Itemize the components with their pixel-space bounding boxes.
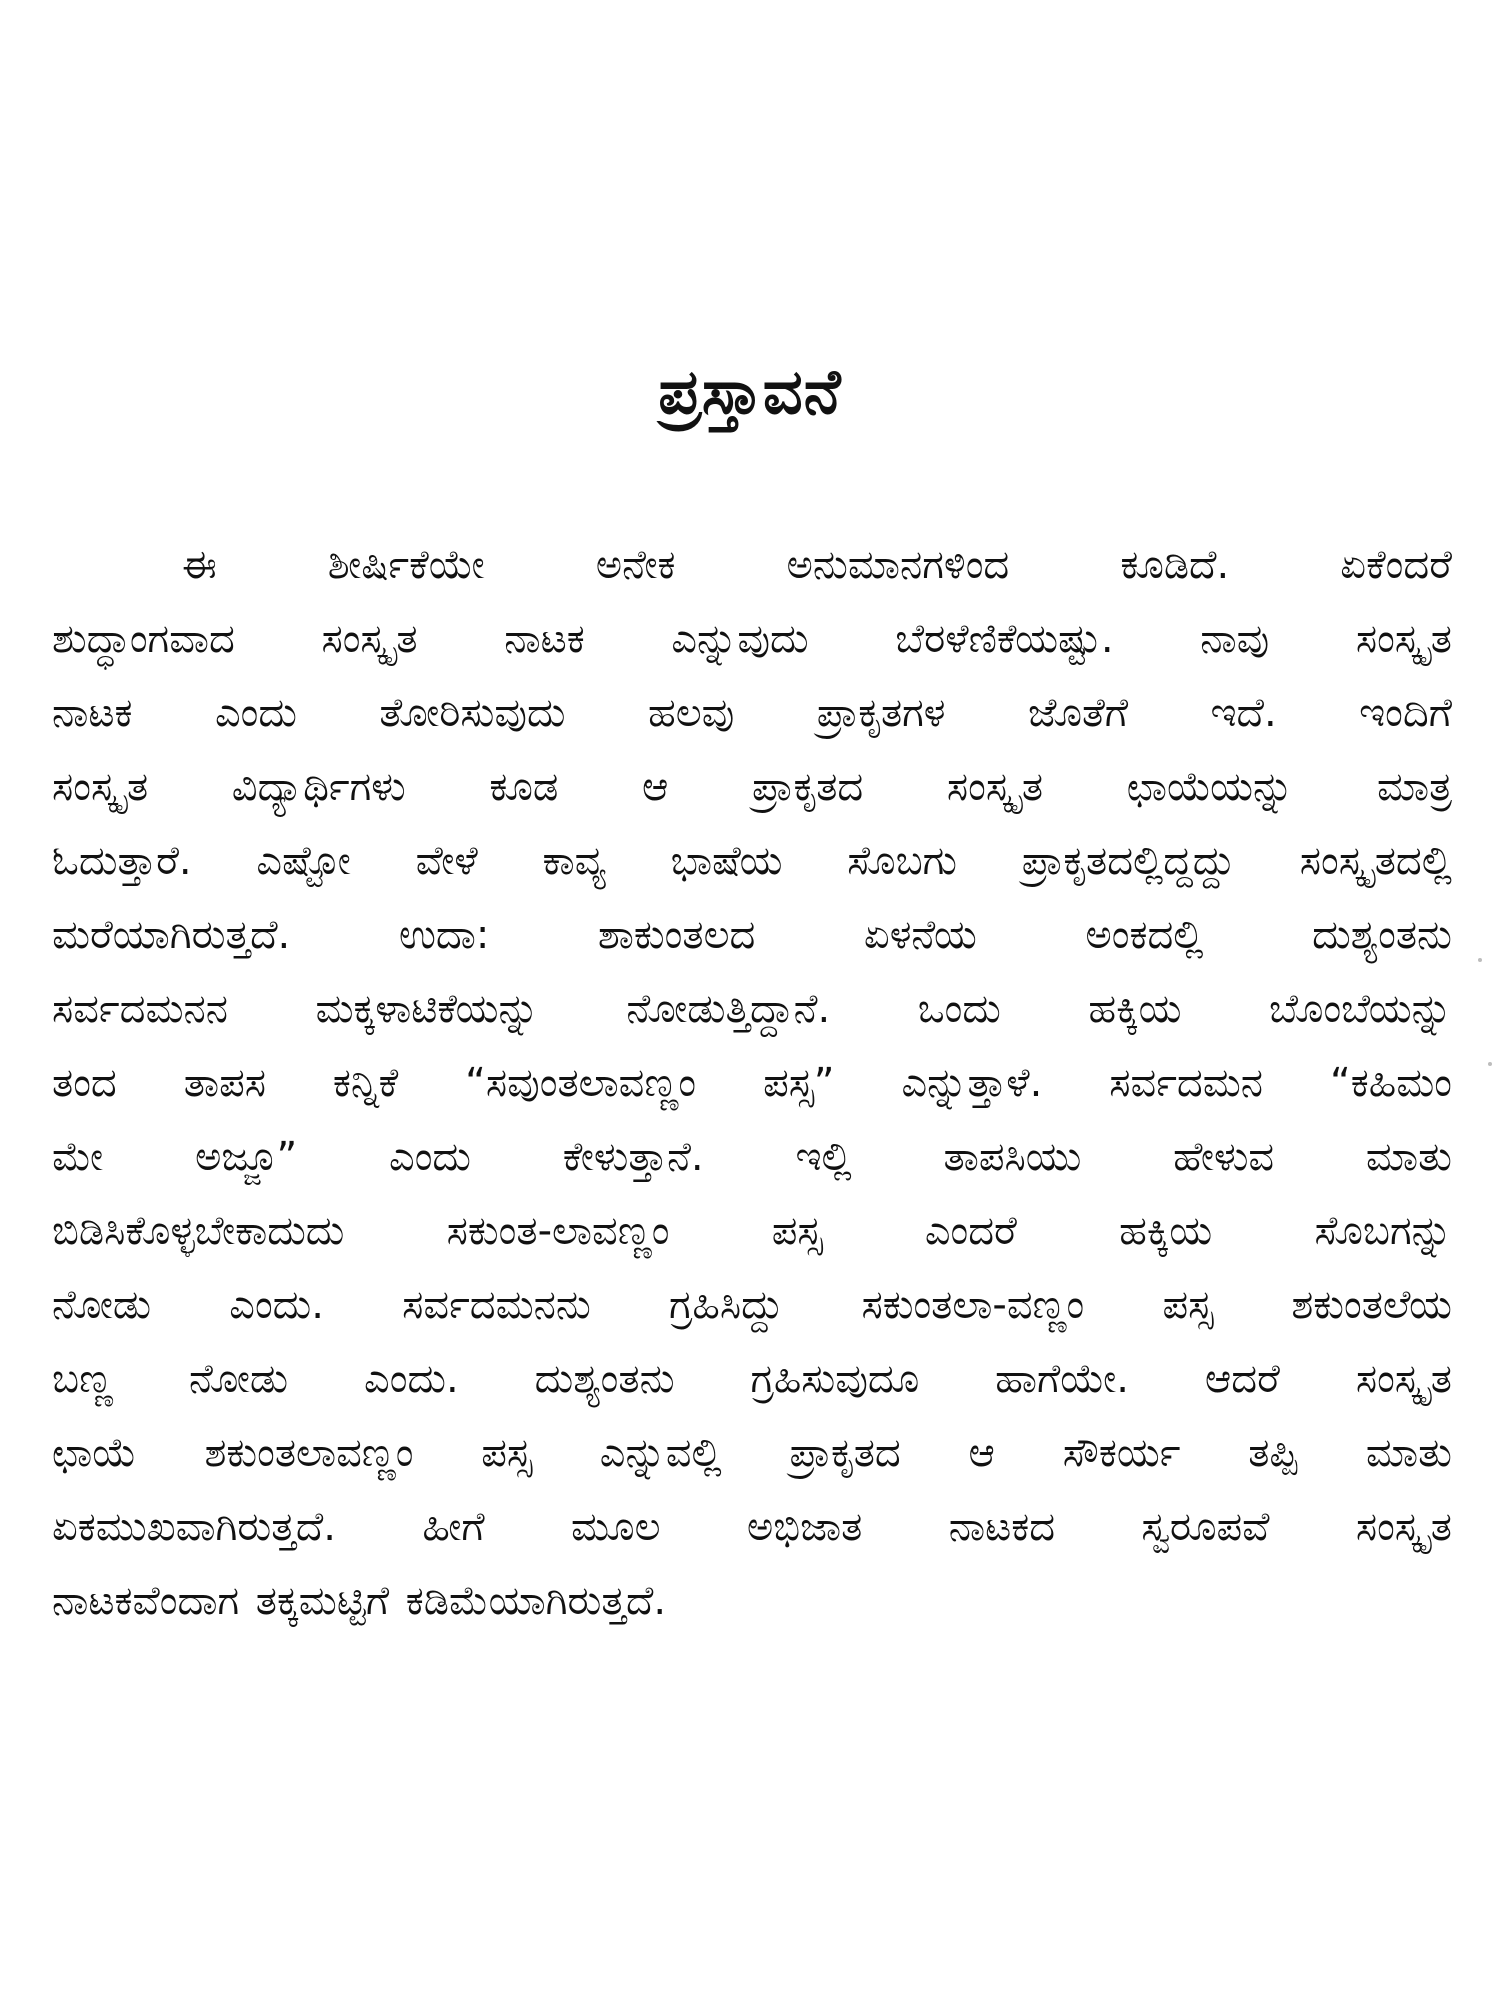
paragraph-line: ಈ ಶೀರ್ಷಿಕೆಯೇ ಅನೇಕ ಅನುಮಾನಗಳಿಂದ ಕೂಡಿದೆ. ಏಕೆಂದರೆ (182, 542, 1452, 588)
paragraph-line: ಓದುತ್ತಾರೆ. ಎಷ್ಟೋ ವೇಳೆ ಕಾವ್ಯ ಭಾಷೆಯ ಸೊಬಗು ಪ್ರಾಕೃತದಲ್ಲಿದ್ದದ್ದು ಸಂಸ್ಕೃತದಲ್ಲಿ (52, 838, 1452, 884)
page-title: ಪ್ರಸ್ತಾವನೆ (658, 355, 842, 428)
paragraph-line: ಮೇ ಅಜ್ಜೂ” ಎಂದು ಕೇಳುತ್ತಾನೆ. ಇಲ್ಲಿ ತಾಪಸಿಯು ಹೇಳುವ ಮಾತು (52, 1134, 1452, 1180)
paragraph-line: ಮರೆಯಾಗಿರುತ್ತದೆ. ಉದಾ: ಶಾಕುಂತಲದ ಏಳನೆಯ ಅಂಕದಲ್ಲಿ ದುಶ್ಯಂತನು (52, 912, 1452, 958)
paragraph-line: ಸಂಸ್ಕೃತ ವಿದ್ಯಾರ್ಥಿಗಳು ಕೂಡ ಆ ಪ್ರಾಕೃತದ ಸಂಸ್ಕೃತ ಛಾಯೆಯನ್ನು ಮಾತ್ರ (52, 764, 1452, 810)
paragraph-line: ಶುದ್ಧಾಂಗವಾದ ಸಂಸ್ಕೃತ ನಾಟಕ ಎನ್ನುವುದು ಬೆರಳೆಣಿಕೆಯಷ್ಟು. ನಾವು ಸಂಸ್ಕೃತ (52, 616, 1452, 662)
paragraph-line: ನೋಡು ಎಂದು. ಸರ್ವದಮನನು ಗ್ರಹಿಸಿದ್ದು ಸಕುಂತಲಾ-ವಣ್ಣಂ ಪಸ್ಸ ಶಕುಂತಲೆಯ (52, 1282, 1452, 1328)
paragraph-line: ಬಿಡಿಸಿಕೊಳ್ಳಬೇಕಾದುದು ಸಕುಂತ-ಲಾವಣ್ಣಂ ಪಸ್ಸ ಎಂದರೆ ಹಕ್ಕಿಯ ಸೊಬಗನ್ನು (52, 1208, 1452, 1254)
paragraph-line: ಏಕಮುಖವಾಗಿರುತ್ತದೆ. ಹೀಗೆ ಮೂಲ ಅಭಿಜಾತ ನಾಟಕದ ಸ್ವರೂಪವೆ ಸಂಸ್ಕೃತ (52, 1504, 1452, 1550)
paper-speck (1478, 958, 1482, 962)
paragraph-line: ಛಾಯೆ ಶಕುಂತಲಾವಣ್ಣಂ ಪಸ್ಸ ಎನ್ನುವಲ್ಲಿ ಪ್ರಾಕೃತದ ಆ ಸೌಕರ್ಯ ತಪ್ಪಿ ಮಾತು (52, 1430, 1452, 1476)
paragraph-line: ಬಣ್ಣ ನೋಡು ಎಂದು. ದುಶ್ಯಂತನು ಗ್ರಹಿಸುವುದೂ ಹಾಗೆಯೇ. ಆದರೆ ಸಂಸ್ಕೃತ (52, 1356, 1452, 1402)
paragraph-line: ನಾಟಕವೆಂದಾಗ ತಕ್ಕಮಟ್ಟಿಗೆ ಕಡಿಮೆಯಾಗಿರುತ್ತದೆ. (52, 1578, 667, 1624)
paragraph-line: ಸರ್ವದಮನನ ಮಕ್ಕಳಾಟಿಕೆಯನ್ನು ನೋಡುತ್ತಿದ್ದಾನೆ. ಒಂದು ಹಕ್ಕಿಯ ಬೊಂಬೆಯನ್ನು (52, 986, 1452, 1032)
paragraph-line: ನಾಟಕ ಎಂದು ತೋರಿಸುವುದು ಹಲವು ಪ್ರಾಕೃತಗಳ ಜೊತೆಗೆ ಇದೆ. ಇಂದಿಗೆ (52, 690, 1452, 736)
paragraph-line: ತಂದ ತಾಪಸ ಕನ್ನಿಕೆ “ಸವುಂತಲಾವಣ್ಣಂ ಪಸ್ಸ” ಎನ್ನುತ್ತಾಳೆ. ಸರ್ವದಮನ “ಕಹಿಮಂ (52, 1060, 1452, 1106)
body-paragraph (52, 528, 1452, 1638)
paper-speck (1488, 1062, 1492, 1066)
